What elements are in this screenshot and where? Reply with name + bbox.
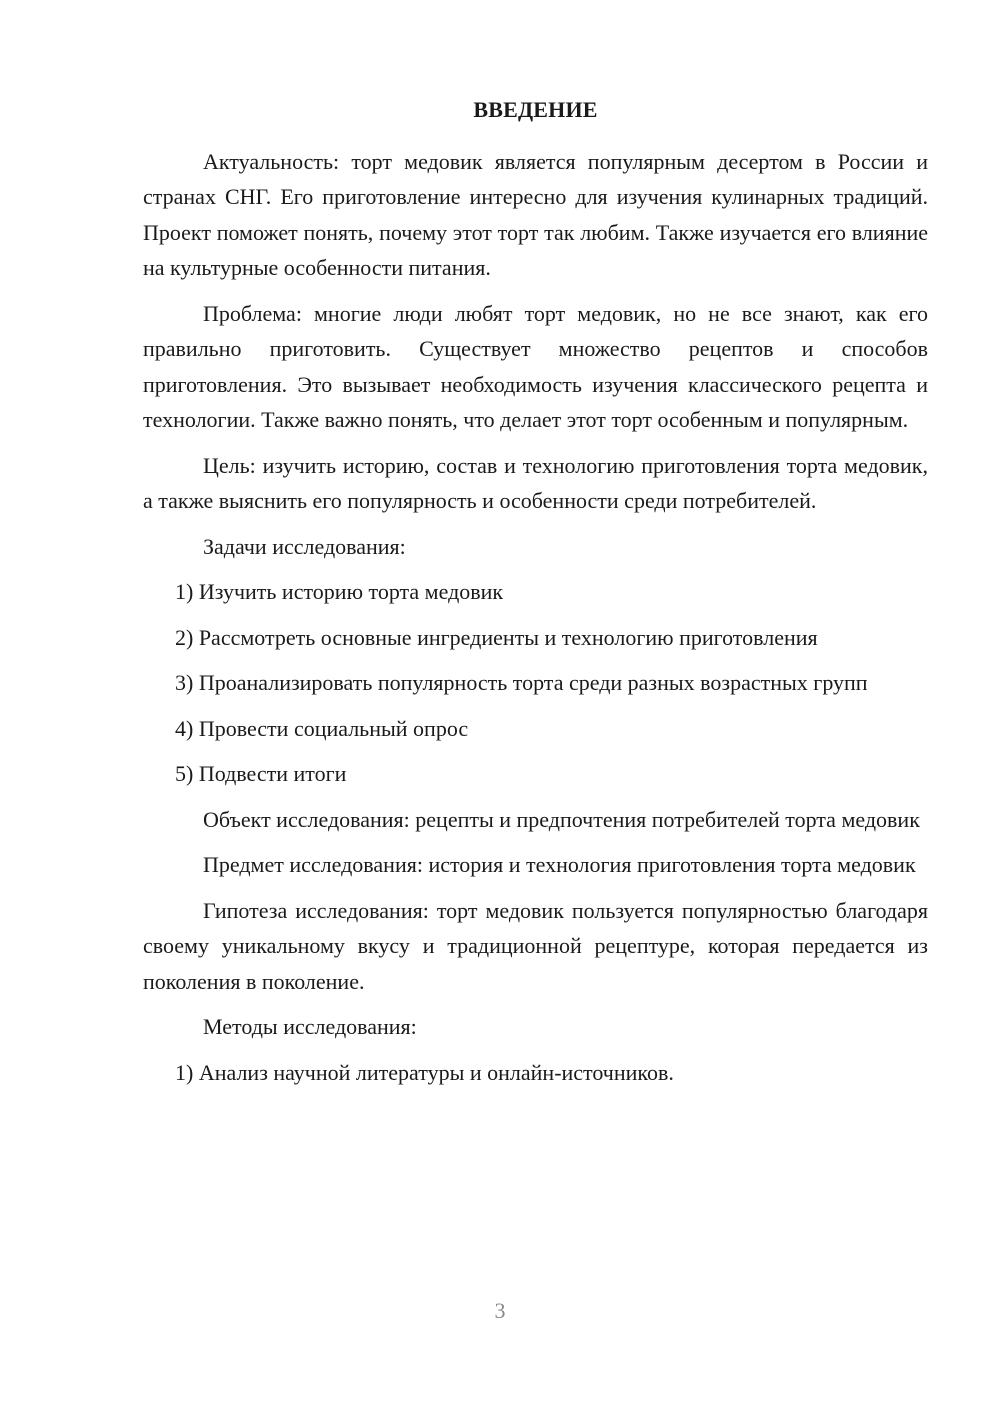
tasks-title: Задачи исследования: [203, 533, 406, 559]
method-item: 1) Анализ научной литературы и онлайн-источников. [175, 1059, 674, 1085]
relevance-paragraph: Актуальность: торт медовик является популярным десертом в России и странах СНГ. Его приготовление интересно для изучения кулинарных традиций. Проект поможет понять, почему этот торт так любим. Также изучается его влияние на культурные особенности питания. [143, 148, 928, 280]
problem-paragraph: Проблема: многие люди любят торт медовик, но не все знают, как его правильно приготовить. Существует множество рецептов и способов приготовления. Это вызывает необходимость изучения классического рецепта и технологии. Также важно понять, что делает этот торт особенным и популярным. [143, 300, 928, 432]
task-item: 1) Изучить историю торта медовик [175, 579, 504, 604]
hypothesis-paragraph: Гипотеза исследования: торт медовик пользуется популярностью благодаря своему уникальному вкусу и традиционной рецептуре, которая передается из поколения в поколение. [143, 897, 928, 994]
methods-title: Методы исследования: [203, 1014, 417, 1039]
section-heading: ВВЕДЕНИЕ [473, 97, 598, 122]
document-page [143, 92, 928, 1100]
page-number: 3 [494, 1298, 506, 1323]
task-item: 5) Подвести итоги [175, 761, 347, 786]
task-item: 3) Проанализировать популярность торта среди разных возрастных групп [175, 670, 868, 695]
subject-paragraph: Предмет исследования: история и технология приготовления торта медовик [203, 852, 916, 877]
task-item: 2) Рассмотреть основные ингредиенты и технологию приготовления [175, 624, 818, 650]
object-paragraph: Объект исследования: рецепты и предпочтения потребителей торта медовик [203, 806, 920, 832]
task-item: 4) Провести социальный опрос [175, 715, 469, 741]
goal-paragraph: Цель: изучить историю, состав и технологию приготовления торта медовик, а также выяснить его популярность и особенности среди потребителей. [143, 452, 928, 513]
